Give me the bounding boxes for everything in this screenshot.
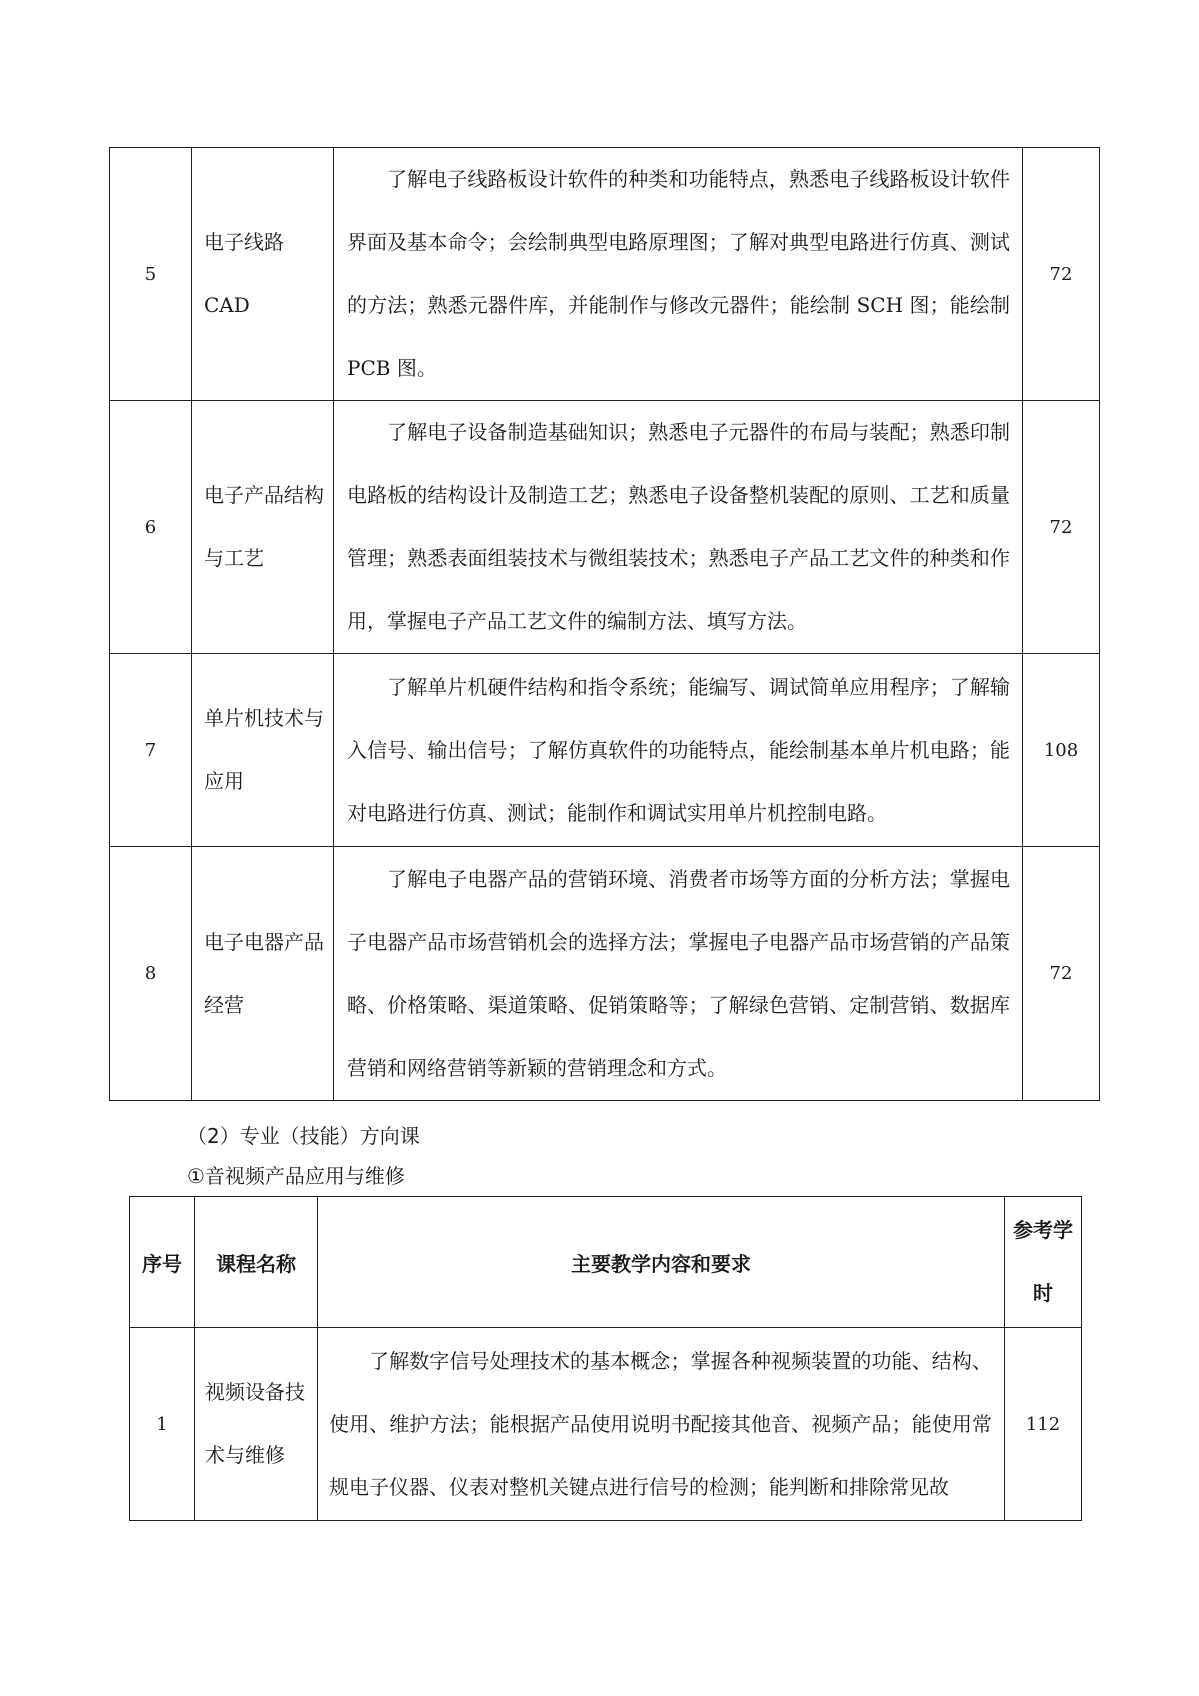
table-row bbox=[110, 654, 1100, 847]
table-row bbox=[110, 148, 1100, 401]
subsection-heading: ①音视频产品应用与维修 bbox=[187, 1164, 405, 1188]
course-content: 了解电子线路板设计软件的种类和功能特点，熟悉电子线路板设计软件界面及基本命令；会绘制典型电路原理图；了解对典型电路进行仿真、测试的方法；熟悉元器件库，并能制作与修改元器件；能绘制 SCH 图；能绘制 PCB 图。 bbox=[334, 148, 1023, 401]
table-header-row bbox=[130, 1197, 1082, 1328]
row-number: 1 bbox=[130, 1328, 195, 1521]
row-number: 8 bbox=[110, 847, 192, 1101]
row-number: 7 bbox=[110, 654, 192, 847]
table-row bbox=[110, 401, 1100, 654]
section-heading: （2）专业（技能）方向课 bbox=[187, 1124, 420, 1148]
header-content: 主要教学内容和要求 bbox=[318, 1197, 1005, 1328]
course-name: 电子线路CAD bbox=[192, 148, 334, 401]
course-hours: 72 bbox=[1023, 847, 1100, 1101]
header-course-name: 课程名称 bbox=[195, 1197, 318, 1328]
course-name: 电子电器产品经营 bbox=[192, 847, 334, 1101]
table-row bbox=[110, 847, 1100, 1101]
table-row bbox=[130, 1328, 1082, 1521]
course-hours: 72 bbox=[1023, 148, 1100, 401]
course-content: 了解电子设备制造基础知识；熟悉电子元器件的布局与装配；熟悉印制电路板的结构设计及制造工艺；熟悉电子设备整机装配的原则、工艺和质量管理；熟悉表面组装技术与微组装技术；熟悉电子产品工艺文件的种类和作用，掌握电子产品工艺文件的编制方法、填写方法。 bbox=[334, 401, 1023, 654]
course-hours: 72 bbox=[1023, 401, 1100, 654]
course-content: 了解数字信号处理技术的基本概念；掌握各种视频装置的功能、结构、使用、维护方法；能根据产品使用说明书配接其他音、视频产品；能使用常规电子仪器、仪表对整机关键点进行信号的检测；能判断和排除常见故 bbox=[318, 1328, 1005, 1521]
course-table-core bbox=[109, 147, 1100, 1101]
course-name: 电子产品结构与工艺 bbox=[192, 401, 334, 654]
row-number: 6 bbox=[110, 401, 192, 654]
course-hours: 112 bbox=[1005, 1328, 1082, 1521]
header-number: 序号 bbox=[130, 1197, 195, 1328]
course-hours: 108 bbox=[1023, 654, 1100, 847]
course-table-direction bbox=[129, 1196, 1082, 1521]
course-name: 视频设备技术与维修 bbox=[195, 1328, 318, 1521]
header-hours: 参考学时 bbox=[1005, 1197, 1082, 1328]
course-content: 了解电子电器产品的营销环境、消费者市场等方面的分析方法；掌握电子电器产品市场营销机会的选择方法；掌握电子电器产品市场营销的产品策略、价格策略、渠道策略、促销策略等；了解绿色营销、定制营销、数据库营销和网络营销等新颖的营销理念和方式。 bbox=[334, 847, 1023, 1101]
row-number: 5 bbox=[110, 148, 192, 401]
course-name: 单片机技术与应用 bbox=[192, 654, 334, 847]
course-content: 了解单片机硬件结构和指令系统；能编写、调试简单应用程序；了解输入信号、输出信号；了解仿真软件的功能特点，能绘制基本单片机电路；能对电路进行仿真、测试；能制作和调试实用单片机控制电路。 bbox=[334, 654, 1023, 847]
